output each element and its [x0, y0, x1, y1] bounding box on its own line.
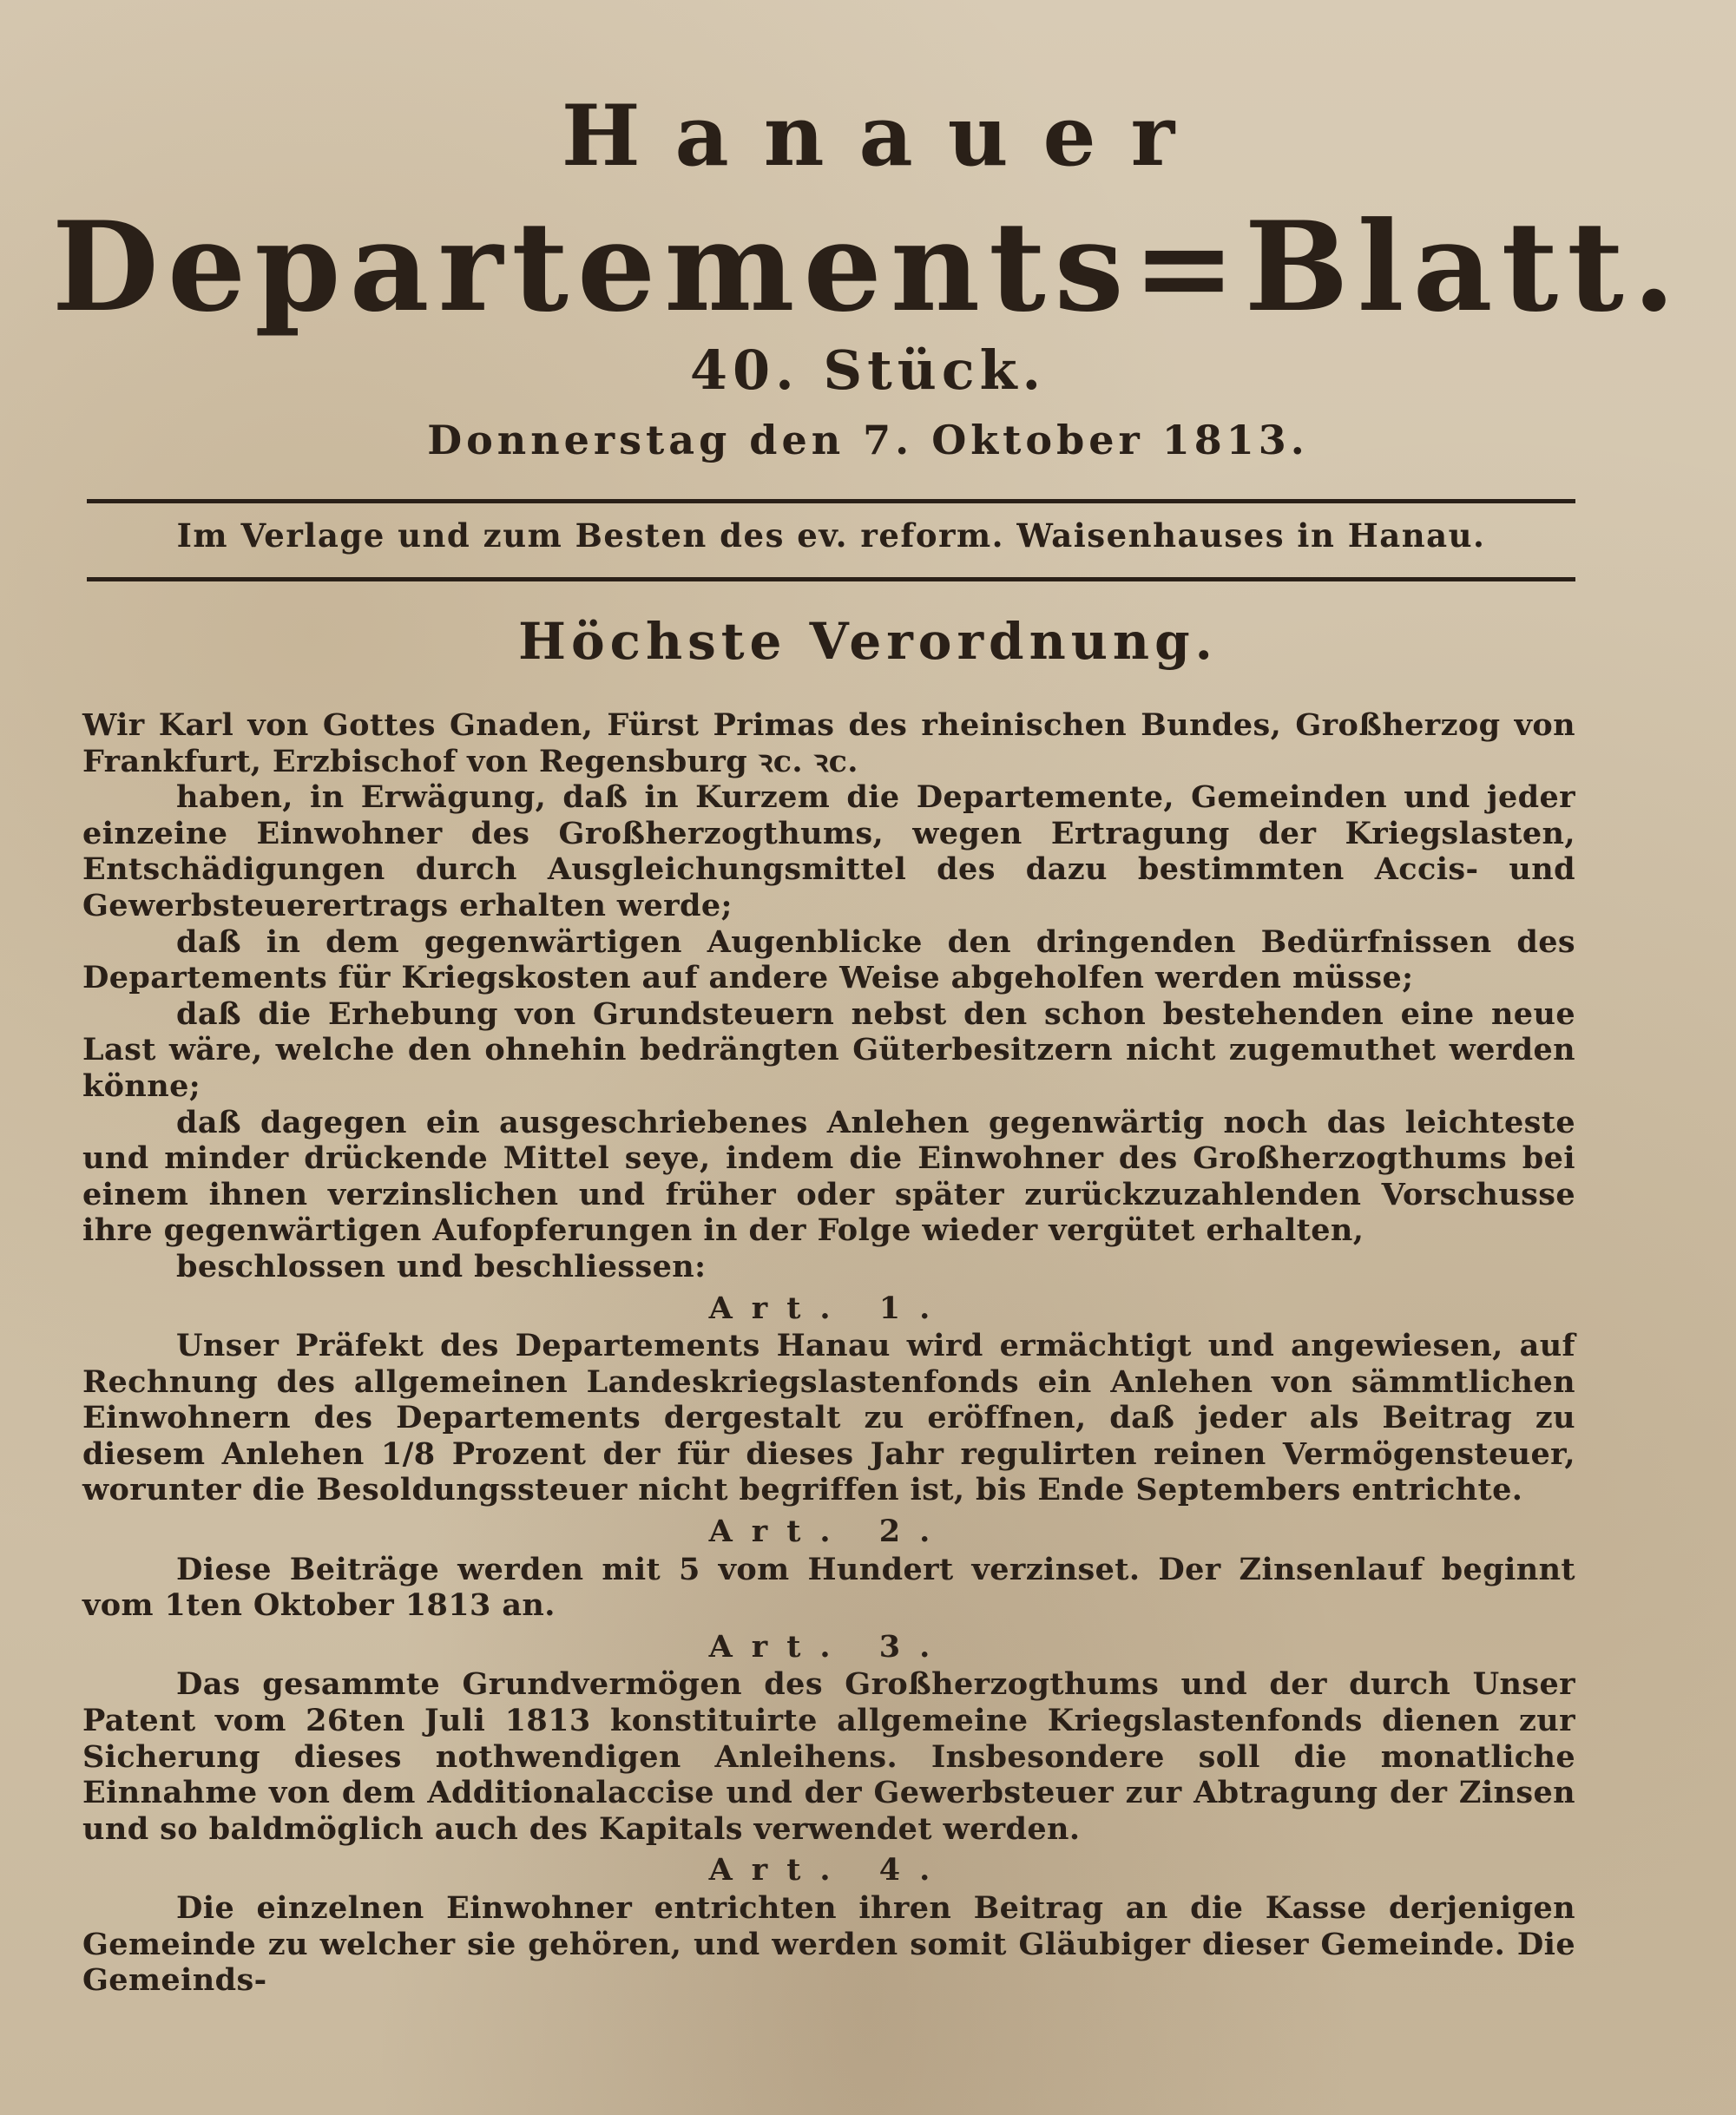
article-heading: Art. 4. [708, 1852, 950, 1888]
issue-number: 40. Stück. [689, 338, 1047, 402]
top-rule [87, 499, 1575, 503]
masthead-city: Hanauer [561, 87, 1210, 185]
article-heading: Art. 1. [708, 1290, 950, 1326]
preamble-paragraph: haben, in Erwägung, daß in Kurzem die Departemente, Gemeinden und jeder einzeine Einwohner des Großherzogthums, wegen Ertragung der Kriegslasten, Entschädigungen durch Ausgleichungsmittel des dazu bestimmten Accis- und Gewerbsteuerertrags erhalten werde; [82, 779, 1575, 923]
publisher-imprint: Im Verlage und zum Besten des ev. reform. Waisenhauses in Hanau. [176, 516, 1486, 555]
preamble-paragraph: daß dagegen ein ausgeschriebenes Anlehen gegenwärtig noch das leichteste und minder drückende Mittel seye, indem die Einwohner des Großherzogthums bei einem ihnen verzinslichen und früher oder später zurückzuzahlenden Vorschusse ihre gegenwärtigen Aufopferungen in der Folge wieder vergütet erhalten, [82, 1104, 1575, 1249]
preamble-paragraph: daß in dem gegenwärtigen Augenblicke den dringenden Bedürfnissen des Departements für Kriegskosten auf andere Weise abgeholfen werden müsse; [82, 923, 1575, 996]
section-title: Höchste Verordnung. [518, 612, 1218, 671]
preamble-resolution: beschlossen und beschliessen: [176, 1248, 707, 1284]
decree-opening: Wir Karl von Gottes Gnaden, Fürst Primas des rheinischen Bundes, Großherzog von Frankfurt, Erzbischof von Regensburg ꝛc. ꝛc. [82, 707, 1575, 779]
decree-body [82, 707, 1575, 1999]
masthead-title: Departements=Blatt. [51, 195, 1685, 339]
article-heading: Art. 3. [708, 1628, 950, 1665]
preamble-paragraph: daß die Erhebung von Grundsteuern nebst den schon bestehenden eine neue Last wäre, welche den ohnehin bedrängten Güterbesitzern nicht zugemuthet werden könne; [82, 995, 1575, 1104]
article-text: Das gesammte Grundvermögen des Großherzogthums und der durch Unser Patent vom 26ten Juli 1813 konstituirte allgemeine Kriegslastenfonds dienen zur Sicherung dieses nothwendigen Anleihens. Insbesondere soll die monatliche Einnahme von dem Additionalaccise und der Gewerbsteuer zur Abtragung der Zinsen und so baldmöglich auch des Kapitals verwendet werden. [82, 1666, 1575, 1847]
article-text: Unser Präfekt des Departements Hanau wird ermächtigt und angewiesen, auf Rechnung des allgemeinen Landeskriegslastenfonds ein Anlehen von sämmtlichen Einwohnern des Departements dergestalt zu eröffnen, daß jeder als Beitrag zu diesem Anlehen 1/8 Prozent der für dieses Jahr regulirten reinen Vermögensteuer, worunter die Besoldungssteuer nicht begriffen ist, bis Ende Septembers entrichte. [82, 1328, 1575, 1508]
article-text: Diese Beiträge werden mit 5 vom Hundert verzinset. Der Zinsenlauf beginnt vom 1ten Oktober 1813 an. [82, 1551, 1575, 1624]
bottom-rule [87, 577, 1575, 581]
article-text: Die einzelnen Einwohner entrichten ihren Beitrag an die Kasse derjenigen Gemeinde zu welcher sie gehören, und werden somit Gläubiger dieser Gemeinde. Die Gemeinds- [82, 1890, 1575, 1999]
issue-date: Donnerstag den 7. Oktober 1813. [427, 417, 1309, 463]
article-heading: Art. 2. [708, 1514, 950, 1550]
